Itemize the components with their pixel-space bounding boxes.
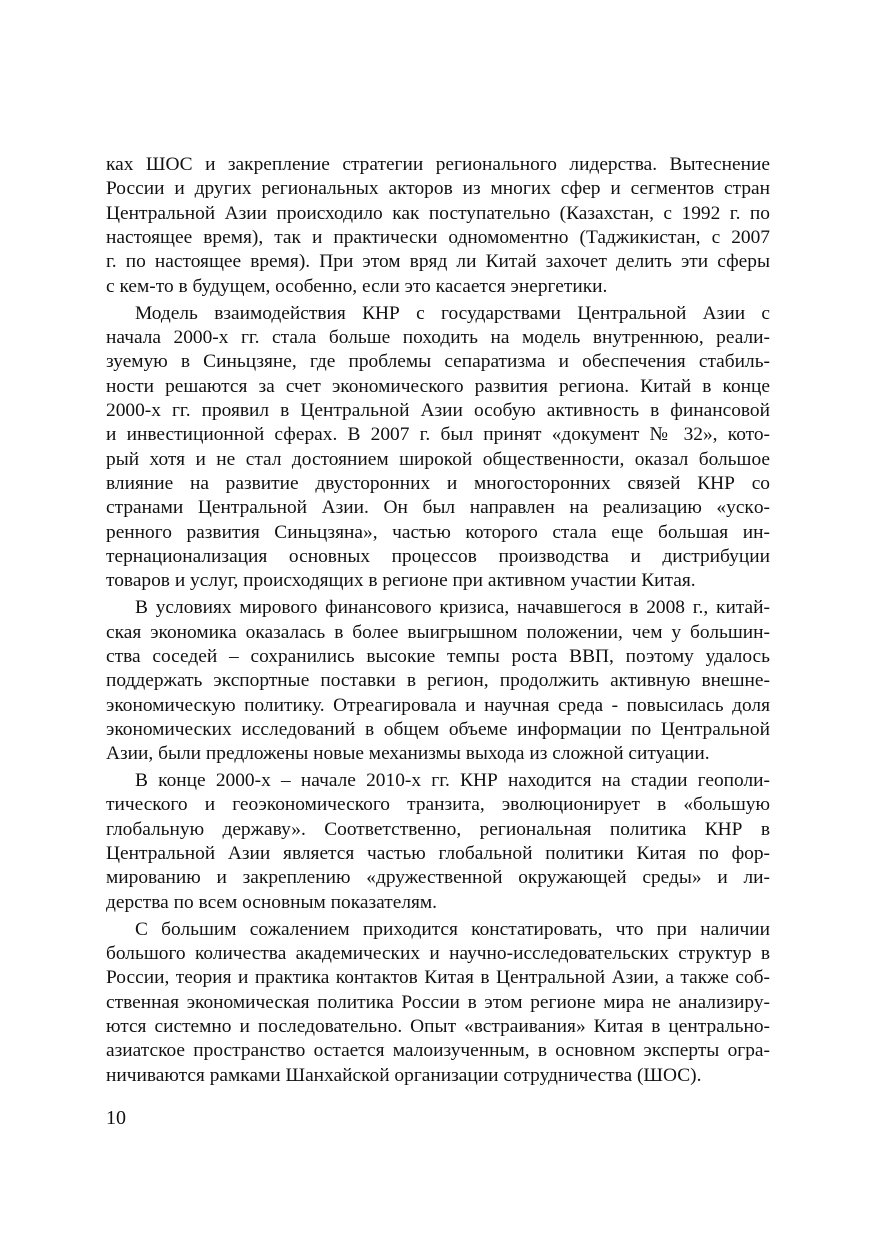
text-line: ская экономика оказалась в более выигрышном положении, чем у большин-	[106, 621, 770, 643]
text-line: ности решаются за счет экономического развития региона. Китай в конце	[106, 375, 770, 397]
text-line: В условиях мирового финансового кризиса, начавшегося в 2008 г., китай-	[135, 597, 770, 619]
text-line: С большим сожалением приходится констатировать, что при наличии	[135, 918, 770, 940]
text-line: 2000-х гг. проявил в Центральной Азии особую активность в финансовой	[106, 399, 770, 421]
text-line: России, теория и практика контактов Китая в Центральной Азии, а также соб-	[106, 967, 770, 989]
paragraph	[106, 596, 770, 766]
paragraph	[106, 153, 770, 299]
page-number: 10	[106, 1107, 126, 1129]
text-line: г. по настоящее время). При этом вряд ли Китай захочет делить эти сферы	[106, 251, 770, 273]
paragraph	[106, 769, 770, 915]
text-line: Модель взаимодействия КНР с государствами Центральной Азии с	[135, 302, 770, 324]
text-line: ственная экономическая политика России в этом регионе мира не анализиру-	[106, 991, 770, 1013]
text-line: тического и геоэкономического транзита, эволюционирует в «большую	[106, 794, 770, 816]
text-line: товаров и услуг, происходящих в регионе при активном участии Китая.	[106, 570, 696, 592]
text-line: странами Центральной Азии. Он был направлен на реализацию «ускo-	[106, 497, 770, 519]
text-line: дерства по всем основным показателям.	[106, 891, 438, 913]
text-line: экономических исследований в общем объеме информации по Центральной	[106, 718, 770, 740]
text-line: настоящее время), так и практически одномоментно (Таджикистан, с 2007	[106, 227, 770, 249]
text-line: России и других региональных акторов из многих сфер и сегментов стран	[106, 178, 770, 200]
paragraph	[106, 302, 770, 594]
text-line: ются системно и последовательно. Опыт «встраивания» Китая в центрально-	[106, 1016, 770, 1038]
text-line: экономическую политику. Отреагировала и научная среда - повысилась доля	[106, 694, 770, 716]
text-line: и инвестиционной сферах. В 2007 г. был принят «документ № 32», кото-	[106, 424, 770, 446]
text-line: рый хотя и не стал достоянием широкой общественности, оказал большое	[106, 448, 770, 470]
text-line: В конце 2000-х – начале 2010-х гг. КНР находится на стадии геополи-	[135, 770, 770, 792]
text-line: Азии, были предложены новые механизмы выхода из сложной ситуации.	[106, 743, 710, 765]
text-line: глобальную державу». Соответственно, региональная политика КНР в	[106, 818, 770, 840]
text-line: ренного развития Синьцзяна», частью которого стала еще большая ин-	[106, 521, 770, 543]
text-line: ках ШОС и закрепление стратегии регионального лидерства. Вытеснение	[106, 154, 770, 175]
text-line: поддержать экспортные поставки в регион, продолжить активную внешне-	[106, 670, 770, 692]
text-line: начала 2000-х гг. стала больше походить на модель внутреннюю, реали-	[106, 326, 770, 348]
text-line: зуемую в Синьцзяне, где проблемы сепаратизма и обеспечения стабиль-	[106, 351, 770, 373]
text-line: ничиваются рамками Шанхайской организации сотрудничества (ШОС).	[106, 1064, 702, 1086]
text-line: мированию и закреплению «дружественной окружающей среды» и ли-	[106, 867, 770, 889]
text-line: азиатское пространство остается малоизученным, в основном эксперты огра-	[106, 1040, 770, 1062]
paragraph	[106, 918, 770, 1088]
text-line: с кем-то в будущем, особенно, если это касается энергетики.	[106, 275, 608, 297]
text-line: большого количества академических и научно-исследовательских структур в	[106, 943, 770, 964]
text-line: Центральной Азии является частью глобальной политики Китая по фор-	[106, 843, 770, 865]
text-line: Центральной Азии происходило как поступательно (Казахстан, с 1992 г. по	[106, 202, 770, 224]
text-line: ства соседей – сохранились высокие темпы роста ВВП, поэтому удалось	[106, 645, 770, 667]
text-line: влияние на развитие двусторонних и многосторонних связей КНР со	[106, 472, 770, 494]
body-text	[106, 153, 770, 1088]
text-line: тернационализация основных процессов производства и дистрибуции	[106, 546, 770, 567]
